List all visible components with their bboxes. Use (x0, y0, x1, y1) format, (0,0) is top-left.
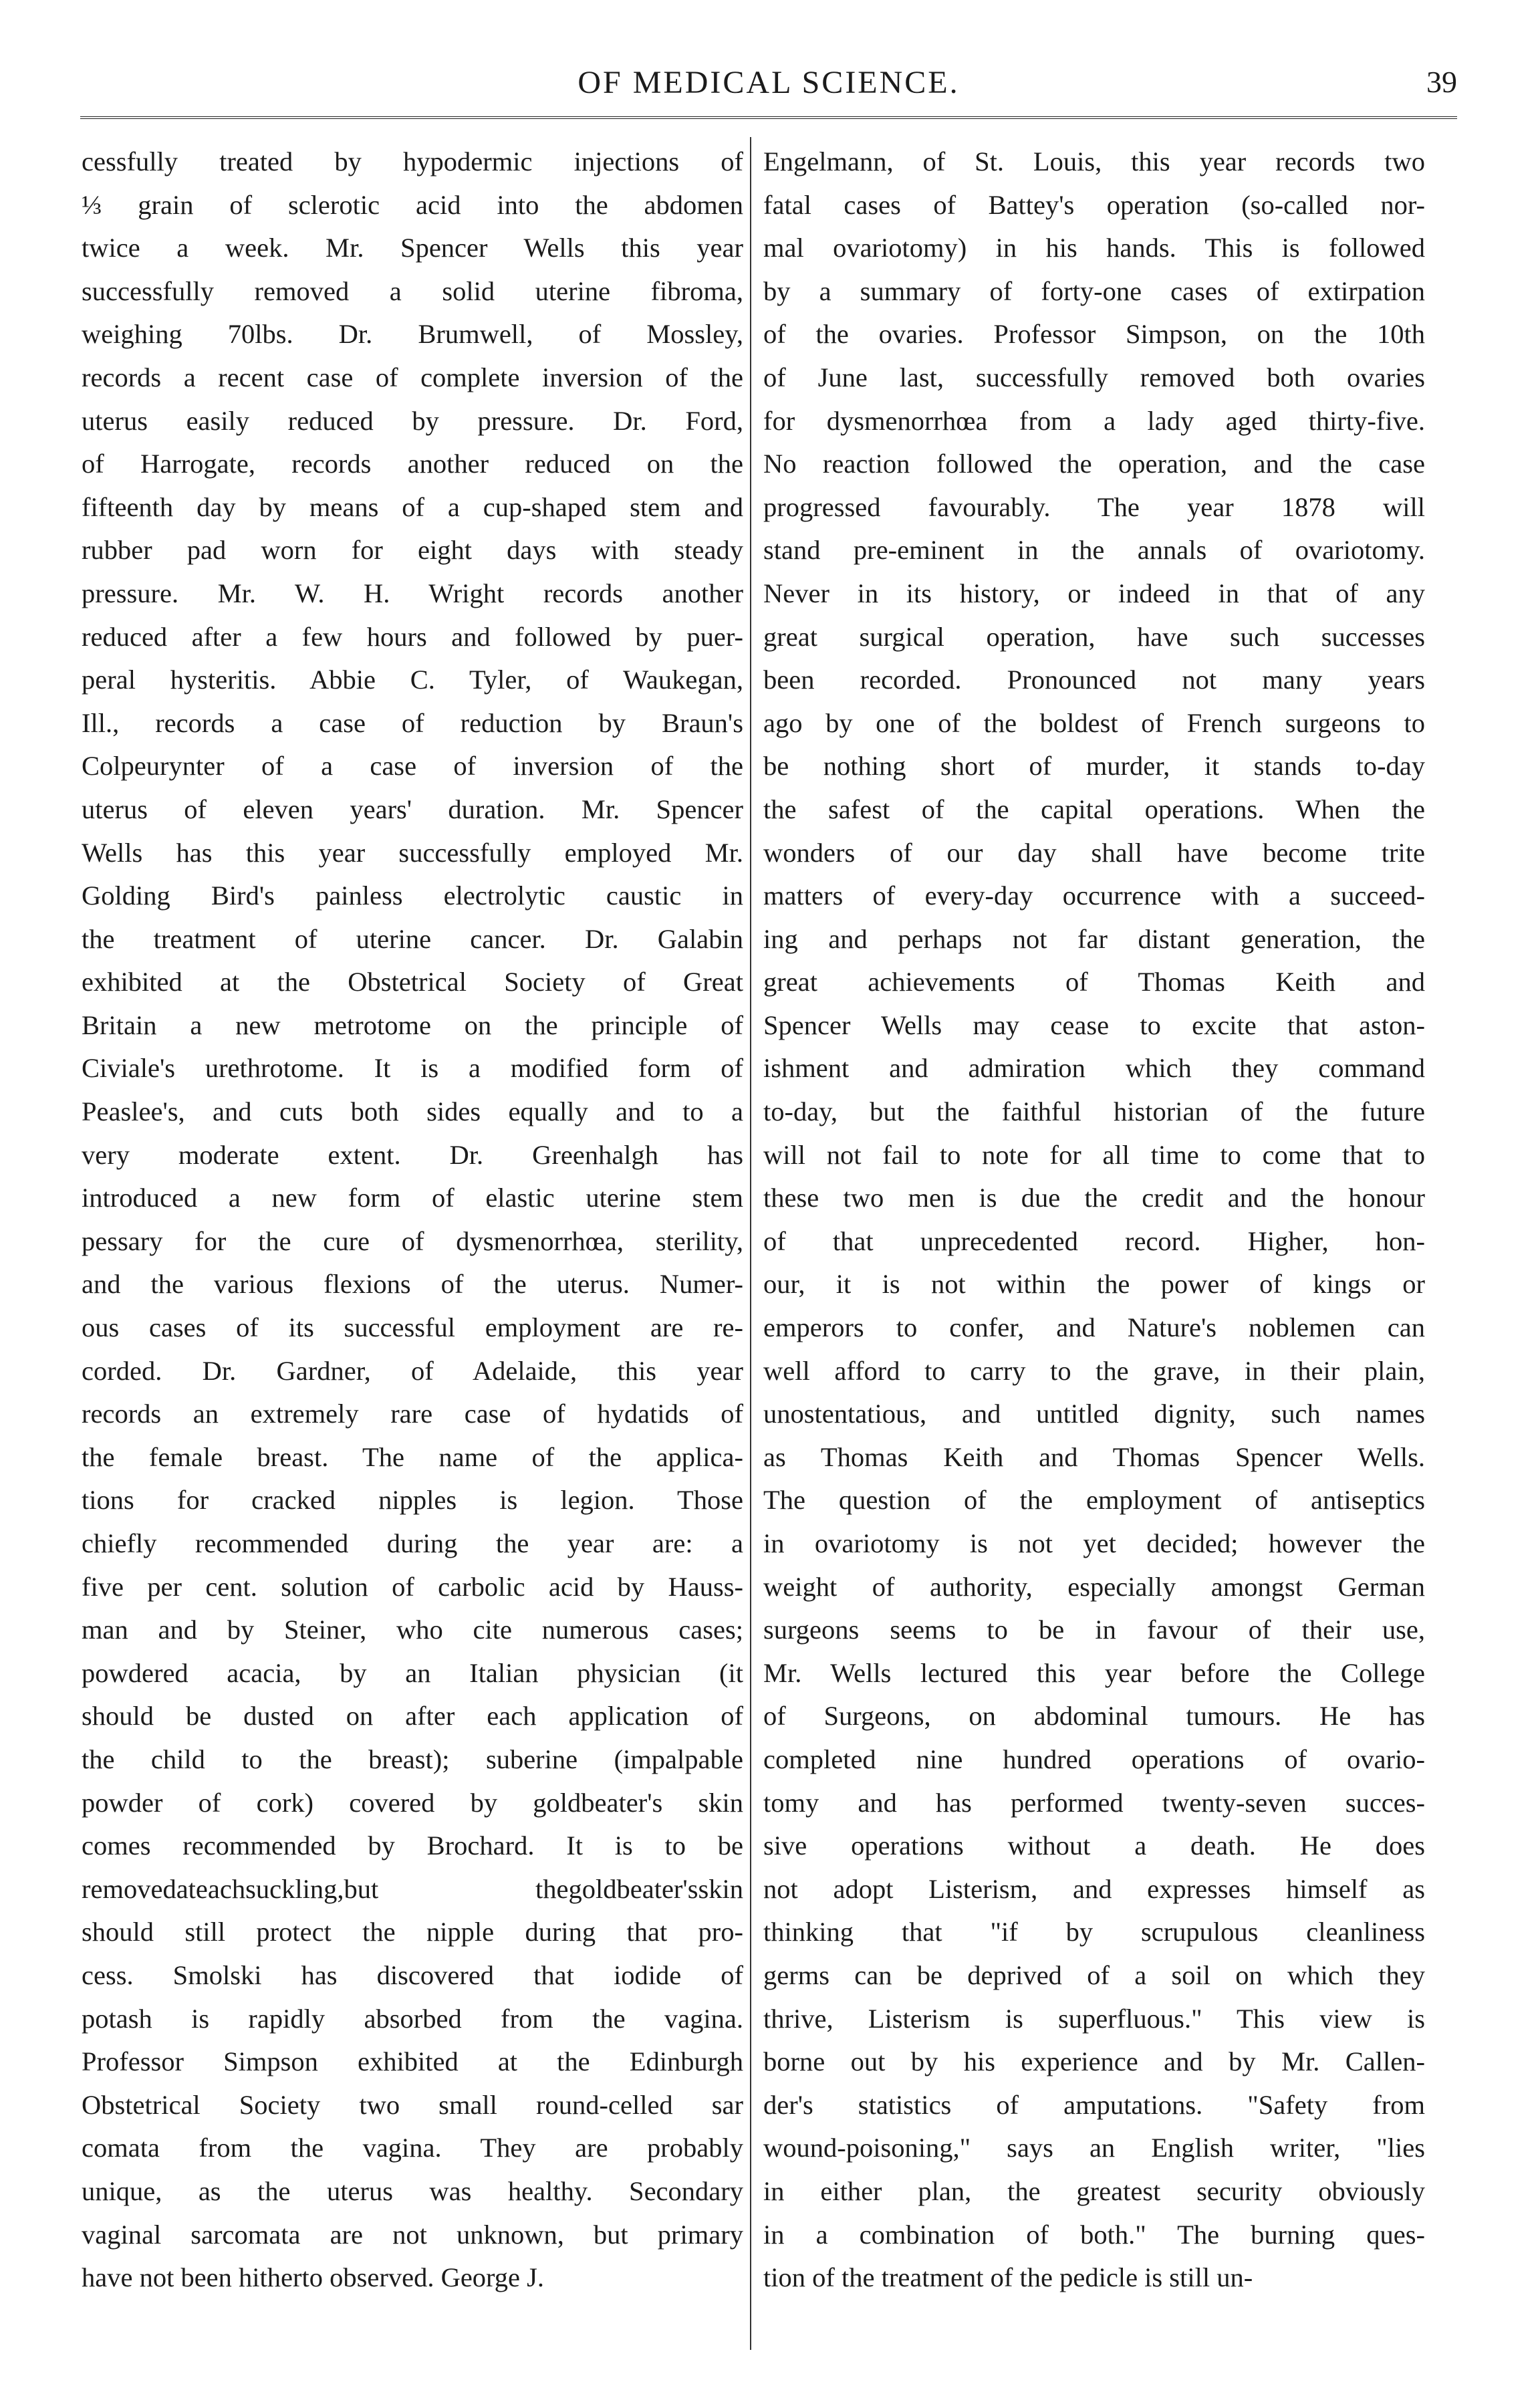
text-line: chiefly recommended during the year are: a (82, 1528, 743, 1558)
text-line: unostentatious, and untitled dignity, such names (763, 1399, 1425, 1429)
text-line: cessfully treated by hypodermic injections of (82, 146, 743, 176)
text-line: fifteenth day by means of a cup-shaped stem and (82, 491, 743, 522)
text-line: have not been hitherto observed. George J. (82, 2262, 545, 2293)
text-line: reduced after a few hours and followed by puer- (82, 621, 743, 652)
text-line: wonders of our day shall have become trite (763, 837, 1425, 868)
running-head (80, 64, 1457, 111)
text-line: sive operations without a death. He does (763, 1830, 1425, 1861)
text-line: powder of cork) covered by goldbeater's skin (82, 1787, 743, 1818)
text-line: powdered acacia, by an Italian physician (it (82, 1657, 743, 1688)
text-line: potash is rapidly absorbed from the vagina. (82, 2003, 743, 2034)
text-line: stand pre-eminent in the annals of ovariotomy. (763, 535, 1425, 566)
right-column (763, 140, 1425, 2347)
left-column (82, 140, 743, 2347)
text-line: in either plan, the greatest security obviously (763, 2175, 1425, 2206)
text-line: uterus easily reduced by pressure. Dr. Ford, (82, 405, 743, 436)
text-line: introduced a new form of elastic uterine stem (82, 1183, 743, 1213)
text-line: records an extremely rare case of hydatids of (82, 1399, 743, 1429)
text-line: in a combination of both." The burning ques- (763, 2219, 1425, 2250)
text-line: ⅓ grain of sclerotic acid into the abdomen (82, 189, 743, 220)
text-line: Ill., records a case of reduction by Braun's (82, 707, 743, 738)
text-line: Never in its history, or indeed in that of any (763, 578, 1425, 608)
text-line: Colpeurynter of a case of inversion of the (82, 751, 743, 782)
text-line: man and by Steiner, who cite numerous cases; (82, 1615, 743, 1645)
text-line: The question of the employment of antiseptics (763, 1485, 1425, 1516)
text-line: in ovariotomy is not yet decided; however the (763, 1528, 1425, 1558)
text-line: matters of every-day occurrence with a succeed- (763, 880, 1425, 911)
text-line: cess. Smolski has discovered that iodide of (82, 1959, 743, 1990)
text-line: weight of authority, especially amongst German (763, 1571, 1425, 1602)
text-line: Obstetrical Society two small round-celled sar (82, 2089, 743, 2120)
text-line: germs can be deprived of a soil on which they (763, 1959, 1425, 1990)
text-line: comes recommended by Brochard. It is to be (82, 1830, 743, 1861)
text-line: the safest of the capital operations. When the (763, 794, 1425, 824)
text-line: tomy and has performed twenty-seven succes- (763, 1787, 1425, 1818)
running-title: OF MEDICAL SCIENCE. (578, 65, 960, 100)
text-line: should be dusted on after each application of (82, 1701, 743, 1731)
text-line: mal ovariotomy) in his hands. This is followed (763, 233, 1425, 263)
text-line: well afford to carry to the grave, in their plain, (763, 1355, 1425, 1386)
text-line: five per cent. solution of carbolic acid by Hauss- (82, 1571, 743, 1602)
page-number: 39 (1426, 65, 1457, 99)
text-line: completed nine hundred operations of ovario- (763, 1744, 1425, 1774)
text-line: removedateachsuckling,but thegoldbeater'sskin (82, 1873, 743, 1904)
text-line: and the various flexions of the uterus. Numer- (82, 1269, 743, 1300)
text-line: pessary for the cure of dysmenorrhœa, sterility, (82, 1225, 743, 1256)
text-line: records a recent case of complete inversion of the (82, 362, 743, 392)
text-line: the treatment of uterine cancer. Dr. Galabin (82, 923, 743, 954)
text-line: Professor Simpson exhibited at the Edinburgh (82, 2046, 743, 2077)
text-line: weighing 70lbs. Dr. Brumwell, of Mossley, (82, 319, 743, 350)
text-line: these two men is due the credit and the honour (763, 1183, 1425, 1213)
text-line: wound-poisoning," says an English writer, "lies (763, 2133, 1425, 2163)
text-line: tions for cracked nipples is legion. Those (82, 1485, 743, 1516)
text-line: pressure. Mr. W. H. Wright records another (82, 578, 743, 608)
text-line: thrive, Listerism is superfluous." This view is (763, 2003, 1425, 2034)
text-line: progressed favourably. The year 1878 will (763, 491, 1425, 522)
text-line: great surgical operation, have such successes (763, 621, 1425, 652)
text-line: Peaslee's, and cuts both sides equally and to a (82, 1096, 743, 1127)
text-line: ous cases of its successful employment are re- (82, 1312, 743, 1343)
text-line: to-day, but the faithful historian of the future (763, 1096, 1425, 1127)
text-line: vaginal sarcomata are not unknown, but primary (82, 2219, 743, 2250)
text-line: twice a week. Mr. Spencer Wells this year (82, 233, 743, 263)
text-line: be nothing short of murder, it stands to-day (763, 751, 1425, 782)
text-line: of June last, successfully removed both ovaries (763, 362, 1425, 392)
text-line: der's statistics of amputations. "Safety from (763, 2089, 1425, 2120)
text-line: by a summary of forty-one cases of extirpation (763, 275, 1425, 306)
text-line: Spencer Wells may cease to excite that aston- (763, 1009, 1425, 1040)
text-line: comata from the vagina. They are probably (82, 2133, 743, 2163)
text-line: ishment and admiration which they command (763, 1053, 1425, 1084)
text-line: for dysmenorrhœa from a lady aged thirty-five. (763, 405, 1425, 436)
header-rule (80, 116, 1457, 119)
text-line: very moderate extent. Dr. Greenhalgh has (82, 1139, 743, 1170)
text-line: of Harrogate, records another reduced on the (82, 449, 743, 479)
text-line: the child to the breast); suberine (impalpable (82, 1744, 743, 1774)
text-line: successfully removed a solid uterine fibroma, (82, 275, 743, 306)
text-line: Golding Bird's painless electrolytic caustic in (82, 880, 743, 911)
text-line: thinking that "if by scrupulous cleanliness (763, 1917, 1425, 1947)
text-line: should still protect the nipple during that pro- (82, 1917, 743, 1947)
text-line: been recorded. Pronounced not many years (763, 665, 1425, 695)
text-line: rubber pad worn for eight days with steady (82, 535, 743, 566)
text-line: ing and perhaps not far distant generation, the (763, 923, 1425, 954)
column-divider (750, 137, 751, 2350)
text-line: peral hysteritis. Abbie C. Tyler, of Waukegan, (82, 665, 743, 695)
text-line: Civiale's urethrotome. It is a modified form of (82, 1053, 743, 1084)
text-line: as Thomas Keith and Thomas Spencer Wells. (763, 1441, 1425, 1472)
text-line: No reaction followed the operation, and the case (763, 449, 1425, 479)
text-line: of Surgeons, on abdominal tumours. He has (763, 1701, 1425, 1731)
text-line: borne out by his experience and by Mr. Callen- (763, 2046, 1425, 2077)
text-line: not adopt Listerism, and expresses himself as (763, 1873, 1425, 1904)
text-line: of the ovaries. Professor Simpson, on the 10th (763, 319, 1425, 350)
text-line: will not fail to note for all time to come that to (763, 1139, 1425, 1170)
text-line: tion of the treatment of the pedicle is still un- (763, 2262, 1253, 2293)
text-line: Mr. Wells lectured this year before the College (763, 1657, 1425, 1688)
text-line: Britain a new metrotome on the principle of (82, 1009, 743, 1040)
text-line: emperors to confer, and Nature's noblemen can (763, 1312, 1425, 1343)
text-line: of that unprecedented record. Higher, hon- (763, 1225, 1425, 1256)
text-line: our, it is not within the power of kings or (763, 1269, 1425, 1300)
text-line: corded. Dr. Gardner, of Adelaide, this year (82, 1355, 743, 1386)
text-line: surgeons seems to be in favour of their use, (763, 1615, 1425, 1645)
text-line: Engelmann, of St. Louis, this year records two (763, 146, 1425, 176)
text-line: the female breast. The name of the applica- (82, 1441, 743, 1472)
text-line: Wells has this year successfully employed Mr. (82, 837, 743, 868)
text-line: ago by one of the boldest of French surgeons to (763, 707, 1425, 738)
text-line: exhibited at the Obstetrical Society of Great (82, 967, 743, 997)
text-line: fatal cases of Battey's operation (so-called nor- (763, 189, 1425, 220)
text-line: uterus of eleven years' duration. Mr. Spencer (82, 794, 743, 824)
text-line: great achievements of Thomas Keith and (763, 967, 1425, 997)
text-line: unique, as the uterus was healthy. Secondary (82, 2175, 743, 2206)
